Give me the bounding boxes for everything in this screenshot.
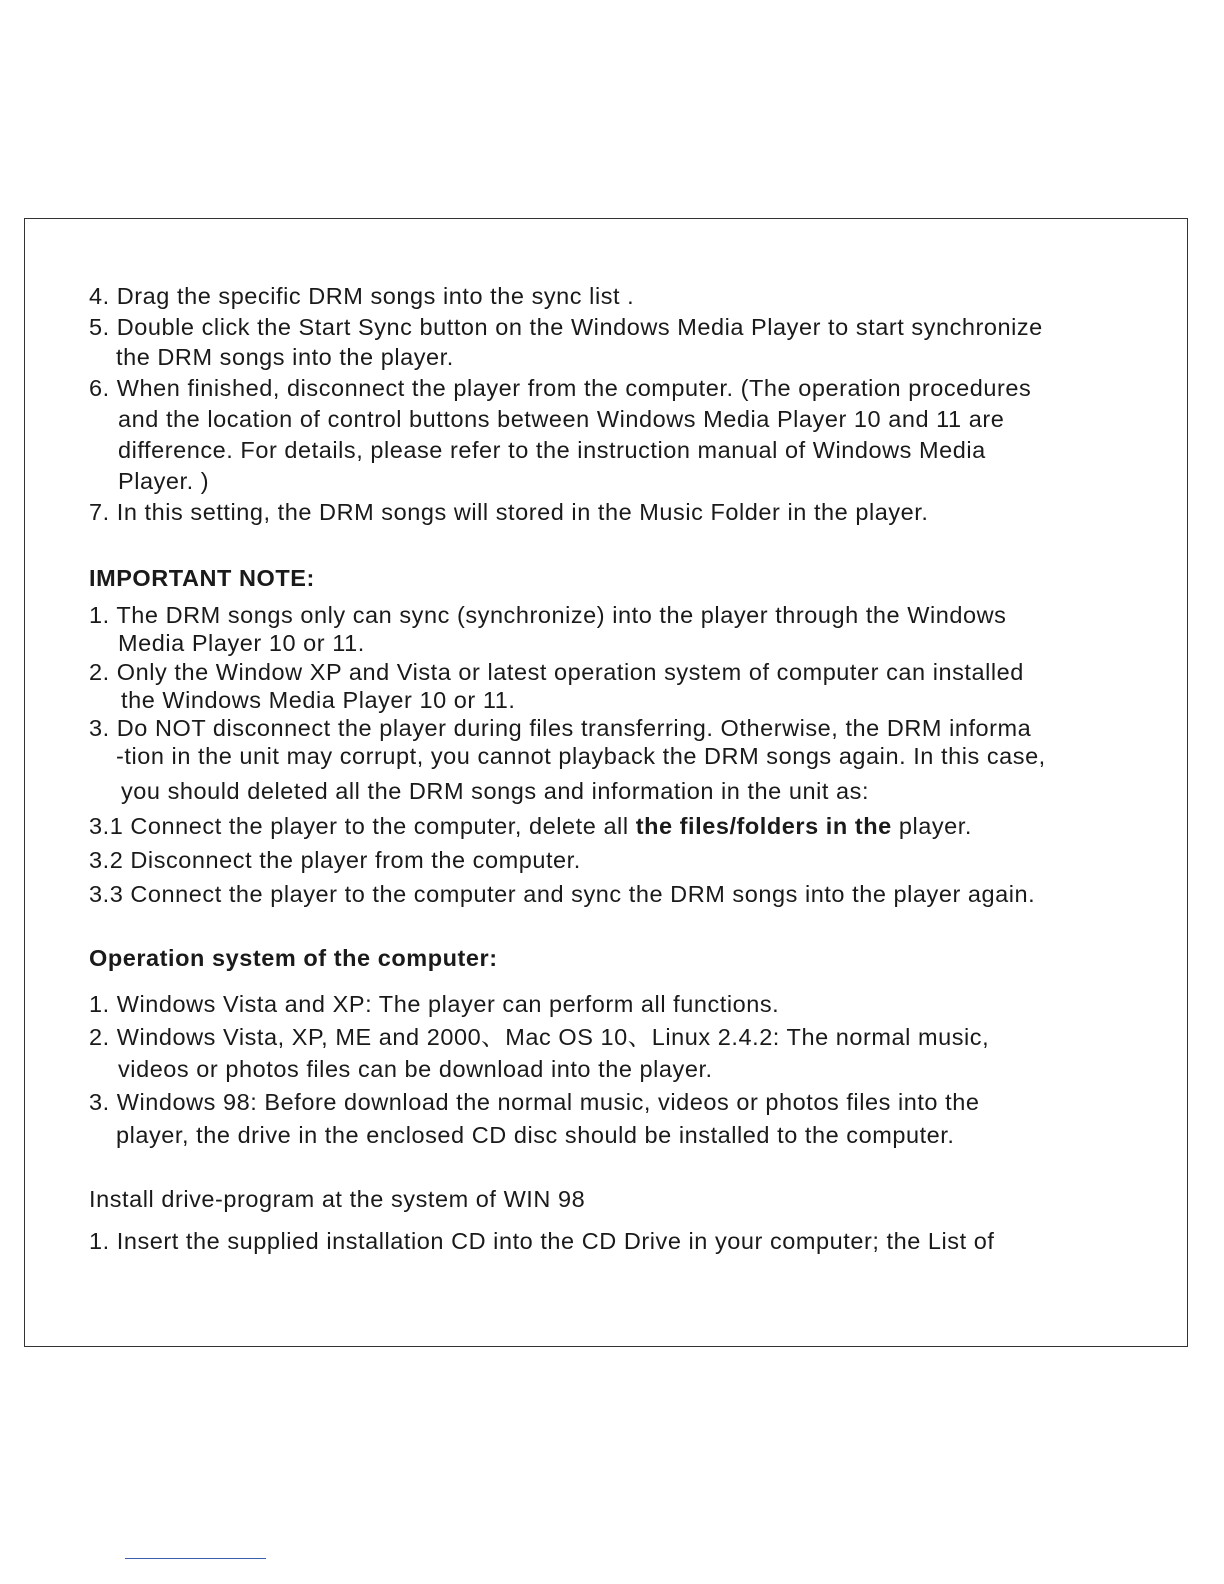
- step-6-line-2: and the location of control buttons between Windows Media Player 10 and 11 are: [118, 406, 1005, 432]
- os-heading: Operation system of the computer:: [89, 945, 498, 971]
- os-2-line-2: videos or photos files can be download into the player.: [118, 1056, 713, 1082]
- note-2-line-2: the Windows Media Player 10 or 11.: [121, 687, 516, 713]
- note-3-1-tail: player.: [891, 813, 972, 839]
- note-3-line-2: -tion in the unit may corrupt, you cannot playback the DRM songs again. In this case,: [116, 743, 1046, 769]
- os-3-line-2: player, the drive in the enclosed CD disc should be installed to the computer.: [116, 1122, 955, 1148]
- os-2-line-1: 2. Windows Vista, XP, ME and 2000、Mac OS 10、Linux 2.4.2: The normal music,: [89, 1024, 990, 1050]
- step-7: 7. In this setting, the DRM songs will stored in the Music Folder in the player.: [89, 499, 929, 525]
- note-3-2: 3.2 Disconnect the player from the computer.: [89, 847, 581, 873]
- note-3-1: [89, 812, 972, 840]
- note-2-line-1: 2. Only the Window XP and Vista or latest operation system of computer can installed: [89, 659, 1024, 685]
- install-1: 1. Insert the supplied installation CD into the CD Drive in your computer; the List of: [89, 1228, 995, 1254]
- note-3-3: 3.3 Connect the player to the computer and sync the DRM songs into the player again.: [89, 881, 1036, 907]
- note-3-1-text: 3.1 Connect the player to the computer, delete all: [89, 813, 636, 839]
- step-6-line-3: difference. For details, please refer to the instruction manual of Windows Media: [118, 437, 986, 463]
- important-note-heading: IMPORTANT NOTE:: [89, 565, 315, 591]
- note-1-line-1: 1. The DRM songs only can sync (synchronize) into the player through the Windows: [89, 602, 1007, 628]
- step-6-line-1: 6. When finished, disconnect the player from the computer. (The operation procedures: [89, 375, 1032, 401]
- os-1: 1. Windows Vista and XP: The player can perform all functions.: [89, 991, 780, 1017]
- note-3-line-3: you should deleted all the DRM songs and information in the unit as:: [121, 778, 870, 804]
- step-5-line-1: 5. Double click the Start Sync button on the Windows Media Player to start synchronize: [89, 314, 1043, 340]
- step-6-line-4: Player. ): [118, 468, 210, 494]
- os-3-line-1: 3. Windows 98: Before download the normal music, videos or photos files into the: [89, 1089, 980, 1115]
- note-3-1-bold-text: the files/folders in the: [635, 813, 892, 839]
- install-heading: Install drive-program at the system of WIN 98: [89, 1186, 586, 1212]
- step-5-line-2: the DRM songs into the player.: [116, 344, 454, 370]
- note-3-line-1: 3. Do NOT disconnect the player during files transferring. Otherwise, the DRM informa: [89, 715, 1032, 741]
- note-1-line-2: Media Player 10 or 11.: [118, 630, 365, 656]
- footer-underline: [125, 1558, 266, 1559]
- step-4: 4. Drag the specific DRM songs into the sync list .: [89, 283, 635, 309]
